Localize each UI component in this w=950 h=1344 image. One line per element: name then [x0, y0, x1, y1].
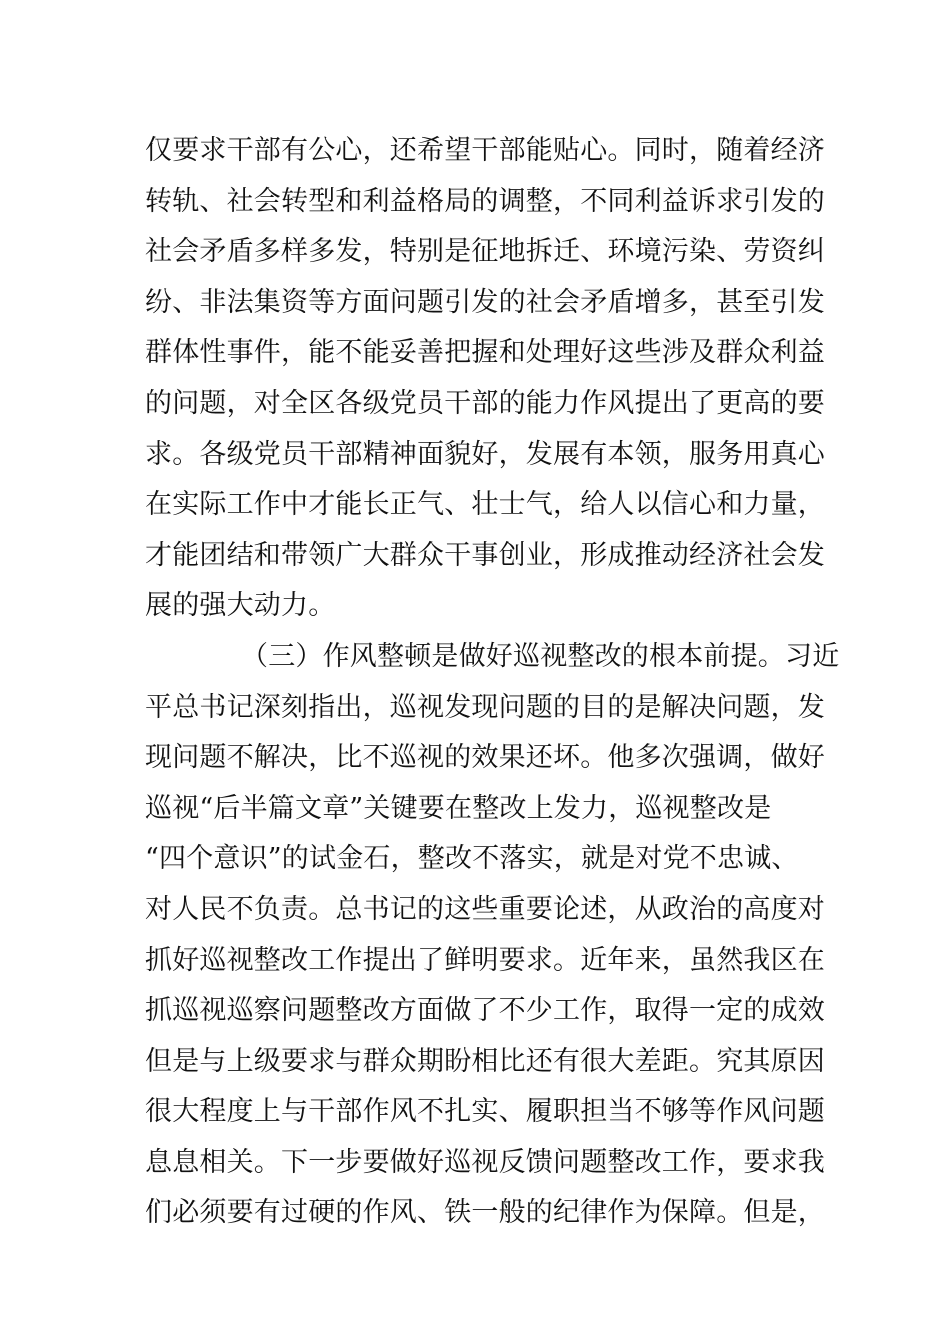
text-line: 社会矛盾多样多发，特别是征地拆迁、环境污染、劳资纠 — [145, 236, 825, 268]
text-line: 很大程度上与干部作风不扎实、履职担当不够等作风问题 — [145, 1096, 825, 1128]
text-line: 平总书记深刻指出，巡视发现问题的目的是解决问题，发 — [145, 691, 825, 723]
text-line: 抓巡视巡察问题整改方面做了不少工作，取得一定的成效 — [145, 995, 825, 1027]
text-line: 的问题，对全区各级党员干部的能力作风提出了更高的要 — [145, 387, 825, 419]
text-line: 才能团结和带领广大群众干事创业，形成推动经济社会发 — [145, 539, 825, 571]
text-line: 但是与上级要求与群众期盼相比还有很大差距。究其原因 — [145, 1045, 825, 1077]
text-line: 现问题不解决，比不巡视的效果还坏。他多次强调，做好 — [145, 742, 825, 774]
text-line: 在实际工作中才能长正气、壮士气，给人以信心和力量， — [145, 489, 825, 521]
text-line: “四个意识”的试金石，整改不落实，就是对党不忠诚、 — [145, 843, 799, 875]
text-line: 息息相关。下一步要做好巡视反馈问题整改工作，要求我 — [145, 1146, 825, 1178]
text-line: 求。各级党员干部精神面貌好，发展有本领，服务用真心 — [145, 438, 825, 470]
text-line: 们必须要有过硬的作风、铁一般的纪律作为保障。但是， — [145, 1197, 825, 1229]
text-line: 群体性事件，能不能妥善把握和处理好这些涉及群众利益 — [145, 337, 825, 369]
text-line: 转轨、社会转型和利益格局的调整，不同利益诉求引发的 — [145, 185, 825, 217]
section-heading-line: （三）作风整顿是做好巡视整改的根本前提。习近 — [241, 640, 840, 672]
text-line: 仅要求干部有公心，还希望干部能贴心。同时，随着经济 — [145, 135, 825, 166]
body-text — [145, 126, 845, 1239]
text-line: 巡视“后半篇文章”关键要在整改上发力，巡视整改是 — [145, 792, 772, 824]
text-line: 抓好巡视整改工作提出了鲜明要求。近年来，虽然我区在 — [145, 944, 825, 976]
text-line: 纷、非法集资等方面问题引发的社会矛盾增多，甚至引发 — [145, 286, 825, 318]
text-line: 展的强大动力。 — [145, 590, 336, 622]
text-line: 对人民不负责。总书记的这些重要论述，从政治的高度对 — [145, 893, 825, 925]
